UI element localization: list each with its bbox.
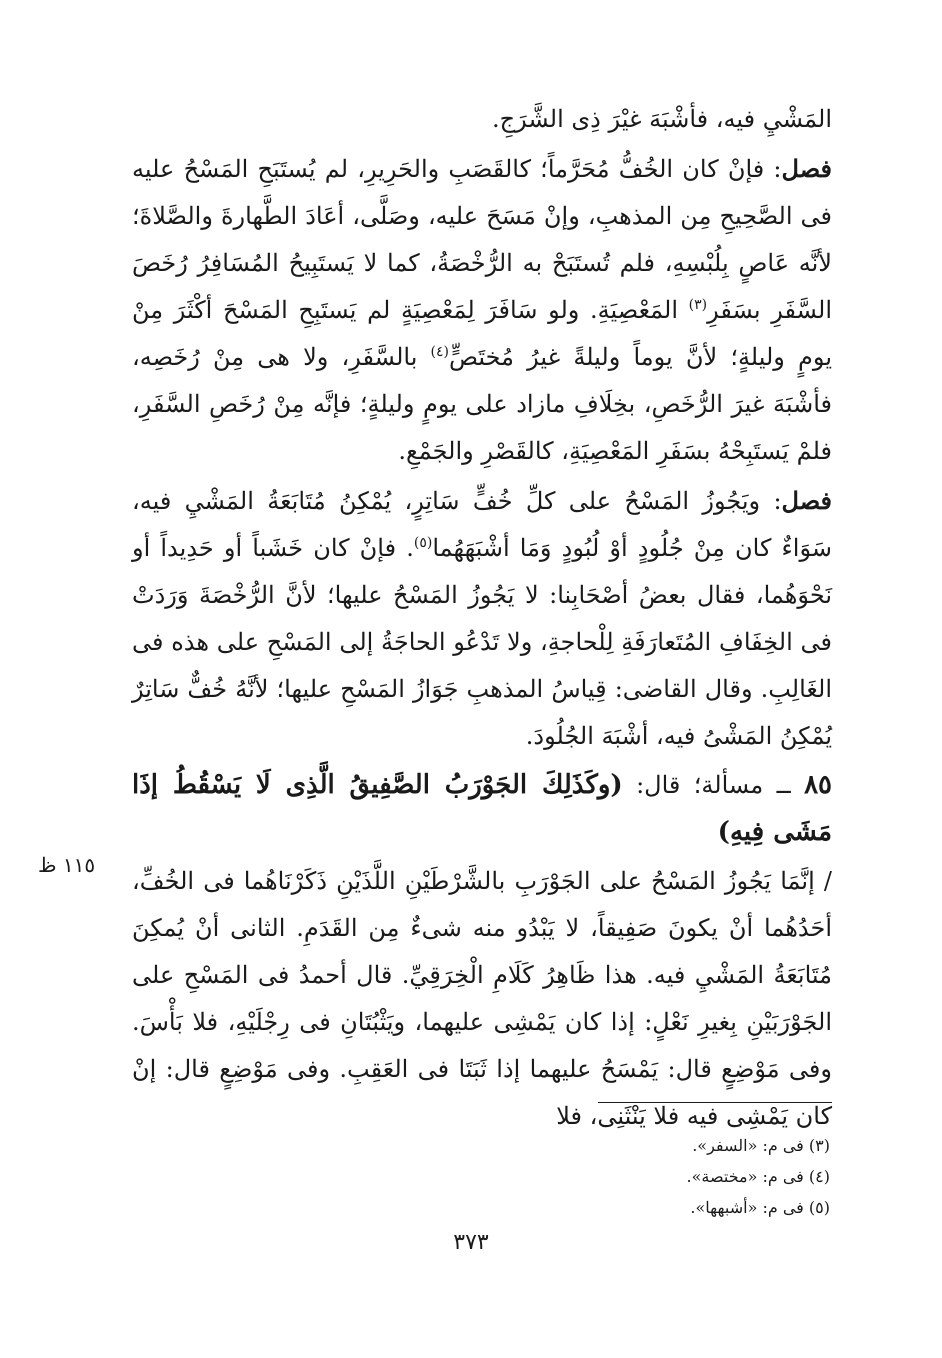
- footnote-3: (٣) فى م: «السفر».: [692, 1136, 830, 1155]
- section-lead: فصل: [781, 486, 832, 515]
- paragraph-text: المَشْيِ فيه، فأشْبَهَ غيْرَ ذِى الشَّرَجِ.: [491, 105, 832, 133]
- footnote-ref-3: (٣): [688, 297, 708, 313]
- footnote-ref-5: (٥): [413, 535, 433, 551]
- section-lead: فصل: [781, 154, 832, 183]
- paragraph-text: / إنَّمَا يَجُوزُ المَسْحُ على الجَوْرَبِ بالشَّرْطَيْنِ اللَّذَيْنِ ذَكَرْنَاهُما فى الخُفِّ، أحَدُهُما أنْ يكونَ صَفِيقاً، لا يَبْدُو منه شىءٌ مِن القَدَمِ. الثانى أنْ يُمكِنَ مُتَابَعَةُ المَشْيِ فيه. هذا ظَاهِرُ كَلَامِ الْخِرَقِيِّ. قال أحمدُ فى المَسْحِ على الجَوْرَبَيْنِ بِغيرِ نَعْلٍ: إذا كان يَمْشِى عليهما، ويَثْبُتَانِ فى رِجْلَيْهِ، فلا بَأْسَ. وفى مَوْضِعٍ قال: يَمْسَحُ عليهما إذا ثَبَتَا فى العَقِبِ. وفى مَوْضِعٍ قال: إنْ كان يَمْشِى فيه فلا يَنْثَنِى، فلا: [132, 867, 833, 1130]
- footnotes: [687, 1130, 830, 1223]
- footnote-ref-4: (٤): [430, 344, 449, 360]
- main-text: [132, 96, 832, 1140]
- footnote-4: (٤) فى م: «مختصة».: [686, 1167, 830, 1186]
- issue-heading: (وكَذَلِكَ الجَوْرَبُ الصَّفِيقُ الَّذِى لَا يَسْقُطُ إذَا مَشَى فِيهِ): [132, 770, 832, 847]
- paragraph-fasl-covering-khuff: [132, 477, 832, 760]
- issue-85: [132, 762, 832, 856]
- footnote-5: (٥) فى م: «أشبهها».: [690, 1198, 830, 1217]
- paragraph-text: المَعْصِيَةِ. ولو سَافَرَ لِمَعْصِيَةٍ لم يَستَبِحِ المَسْحَ أكْثَرَ مِنْ يومٍ وليلةٍ؛ لأنَّ يوماً وليلةً غيرُ مُختَصٍّ: [132, 296, 832, 371]
- paragraph-text: . فإنْ كان خَشَباً أو حَدِيداً أو نَحْوَهُما، فقال بعضُ أصْحَابِنا: لا يَجُوزُ المَسْحُ عليها؛ لأنَّ الرُّخْصَةَ وَرَدَتْ فى الخِفَافِ المُتَعارَفَةِ لِلْحاجةِ، ولا تَدْعُو الحاجَةُ إلى المَسْحِ على هذه فى الغَالِبِ. وقال القاضى: قِياسُ المذهبِ جَوَازُ المَسْحِ عليها؛ لأنَّهُ خُفٌّ سَاتِرٌ يُمْكِنُ المَشْىُ فيه، أشْبَهَ الجُلُودَ.: [132, 534, 832, 750]
- paragraph-jawrab: [132, 858, 832, 1140]
- paragraph-continuation: [132, 96, 832, 143]
- footnote-divider: [598, 1102, 832, 1103]
- issue-prefix: ــ مسألة؛ قال:: [622, 771, 805, 799]
- issue-number: ٨٥: [804, 770, 832, 800]
- margin-manuscript-note: ١١٥ ظ: [38, 853, 96, 877]
- paragraph-text: : ويَجُوزُ المَسْحُ على كلِّ خُفٍّ سَاتِرٍ، يُمْكِنُ مُتَابَعَةُ المَشْيِ فيه، سَوَاءٌ كان مِنْ جُلُودٍ أوْ لُبُودٍ وَمَا أشْبَهَهُما: [132, 487, 832, 562]
- page-number: ٣٧٣: [453, 1230, 489, 1255]
- paragraph-text: بالسَّفَرِ، ولا هى مِنْ رُخَصِه، فأشْبَهَ غيرَ الرُّخَصِ، بخِلَافِ مازاد على يومٍ وليلةٍ؛ فإنَّه مِنْ رُخَصِ السَّفَرِ، فلمْ يَستَبِحْهُ بسَفَرِ المَعْصِيَةِ، كالقَصْرِ والجَمْعِ.: [132, 343, 832, 465]
- paragraph-text: : فإنْ كان الخُفُّ مُحَرَّماً؛ كالقَصَبِ والحَرِيرِ، لم يُستَبَحِ المَسْحُ عليه فى الصَّحِيحِ مِن المذهبِ، وإنْ مَسَحَ عليه، وصَلَّى، أعَادَ الطَّهارةَ والصَّلاةَ؛ لأنَّه عَاصٍ بِلُبْسِهِ، فلم تُستَبَحْ به الرُّخْصَةُ، كما لا يَستَبِيحُ المُسَافِرُ رُخَصَ السَّفَرِ بسَفَرِ: [132, 155, 832, 324]
- paragraph-fasl-forbidden-khuff: [132, 145, 832, 475]
